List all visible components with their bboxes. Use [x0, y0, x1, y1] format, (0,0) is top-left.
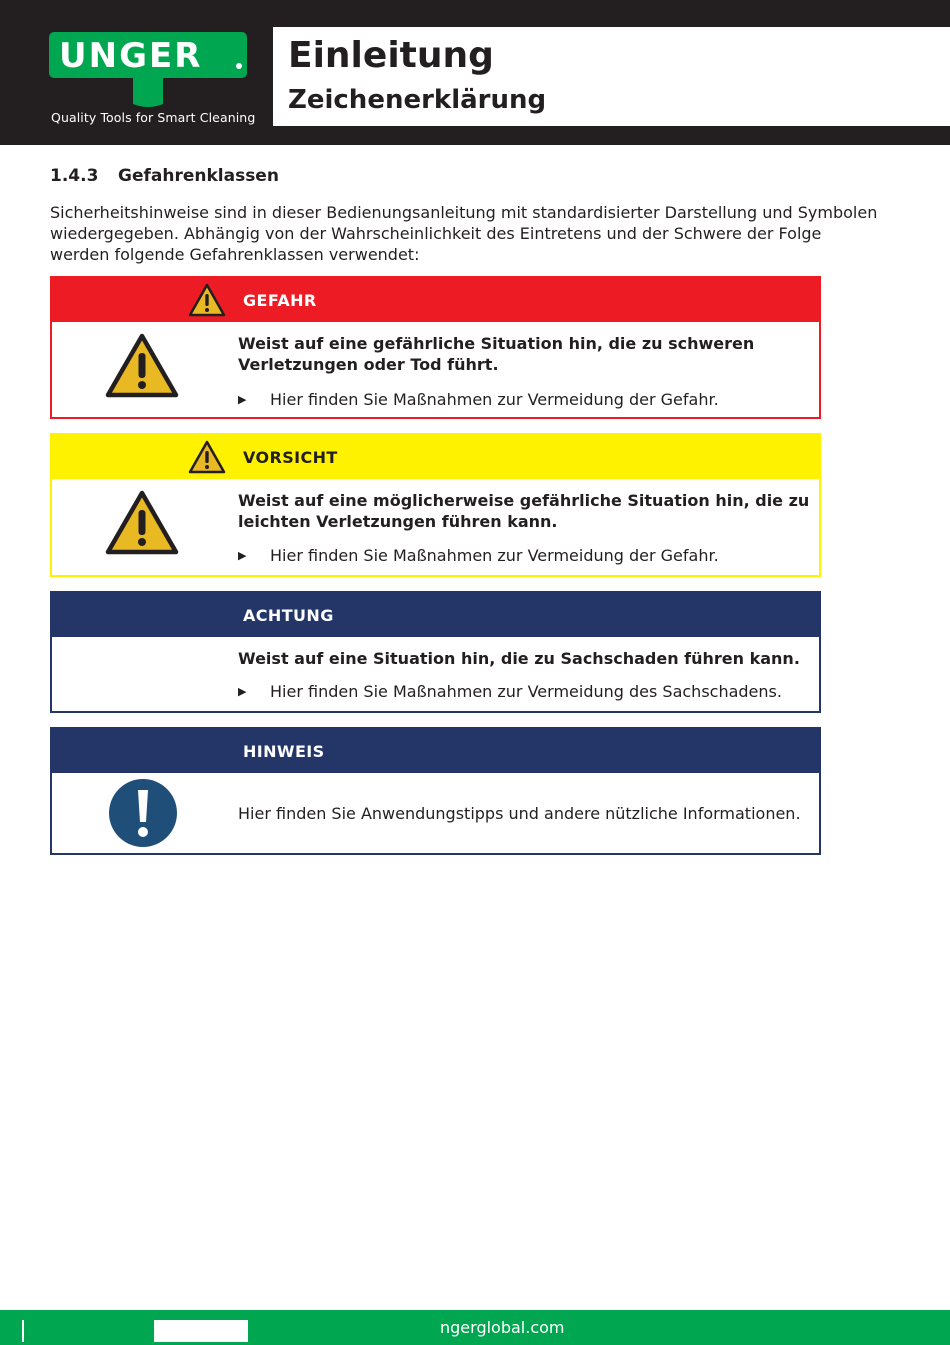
hazard-description: Weist auf eine Situation hin, die zu Sachschaden führen kann.: [238, 649, 800, 668]
hazard-measure: ▶ Hier finden Sie Maßnahmen zur Vermeidung der Gefahr.: [238, 546, 719, 565]
hazard-description: Weist auf eine möglicherweise gefährliche Situation hin, die zu leichten Verletzungen führen kann.: [238, 491, 810, 531]
footer-divider: [22, 1320, 24, 1342]
hazard-label: HINWEIS: [243, 742, 325, 761]
hazard-label: GEFAHR: [243, 291, 317, 310]
hazard-box-hinweis: [50, 727, 821, 855]
title-panel: [273, 27, 950, 126]
warning-triangle-icon: [188, 283, 226, 317]
page-footer: [0, 1310, 950, 1345]
section-title: Gefahrenklassen: [118, 166, 279, 186]
unger-logo: [49, 30, 247, 108]
intro-paragraph: Sicherheitshinweise sind in dieser Bedienungsanleitung mit standardisierter Darstellung und Symbolen wiedergegeben. Abhängig von der Wahrscheinlichkeit des Eintretens und der Schwere der Folge werden folgende Gefahrenklassen verwendet:: [50, 203, 878, 264]
bullet-arrow-icon: ▶: [238, 549, 247, 562]
hazard-measure: ▶ Hier finden Sie Maßnahmen zur Vermeidung der Gefahr.: [238, 390, 719, 409]
hazard-header-achtung: [52, 593, 819, 637]
svg-text:UNGER: UNGER: [59, 36, 203, 76]
hazard-label: VORSICHT: [243, 448, 338, 467]
page-title: Einleitung: [288, 35, 494, 76]
section-number: 1.4.3: [50, 166, 99, 186]
hazard-box-gefahr: [50, 276, 821, 419]
footer-block: [154, 1320, 248, 1342]
info-exclamation-icon: [108, 778, 178, 848]
warning-triangle-icon: [105, 333, 179, 398]
hazard-description: Weist auf eine gefährliche Situation hin, die zu schweren Verletzungen oder Tod führt.: [238, 334, 755, 374]
hazard-header-vorsicht: [52, 435, 819, 479]
hazard-header-hinweis: [52, 729, 819, 773]
hazard-header-gefahr: [52, 278, 819, 322]
hazard-label: ACHTUNG: [243, 606, 334, 625]
page-header: [0, 0, 950, 145]
brand-tagline: Quality Tools for Smart Cleaning: [51, 110, 256, 125]
hint-text: Hier finden Sie Anwendungstipps und andere nützliche Informationen.: [238, 804, 801, 823]
hazard-box-achtung: [50, 591, 821, 713]
warning-triangle-icon: [188, 440, 226, 474]
footer-url[interactable]: ngerglobal.com: [440, 1318, 565, 1337]
hazard-box-vorsicht: [50, 433, 821, 577]
bullet-arrow-icon: ▶: [238, 393, 247, 406]
page-subtitle: Zeichenerklärung: [288, 85, 547, 115]
warning-triangle-icon: [105, 490, 179, 555]
hazard-measure: ▶ Hier finden Sie Maßnahmen zur Vermeidung des Sachschadens.: [238, 682, 782, 701]
section-heading: [50, 166, 279, 186]
bullet-arrow-icon: ▶: [238, 685, 247, 698]
